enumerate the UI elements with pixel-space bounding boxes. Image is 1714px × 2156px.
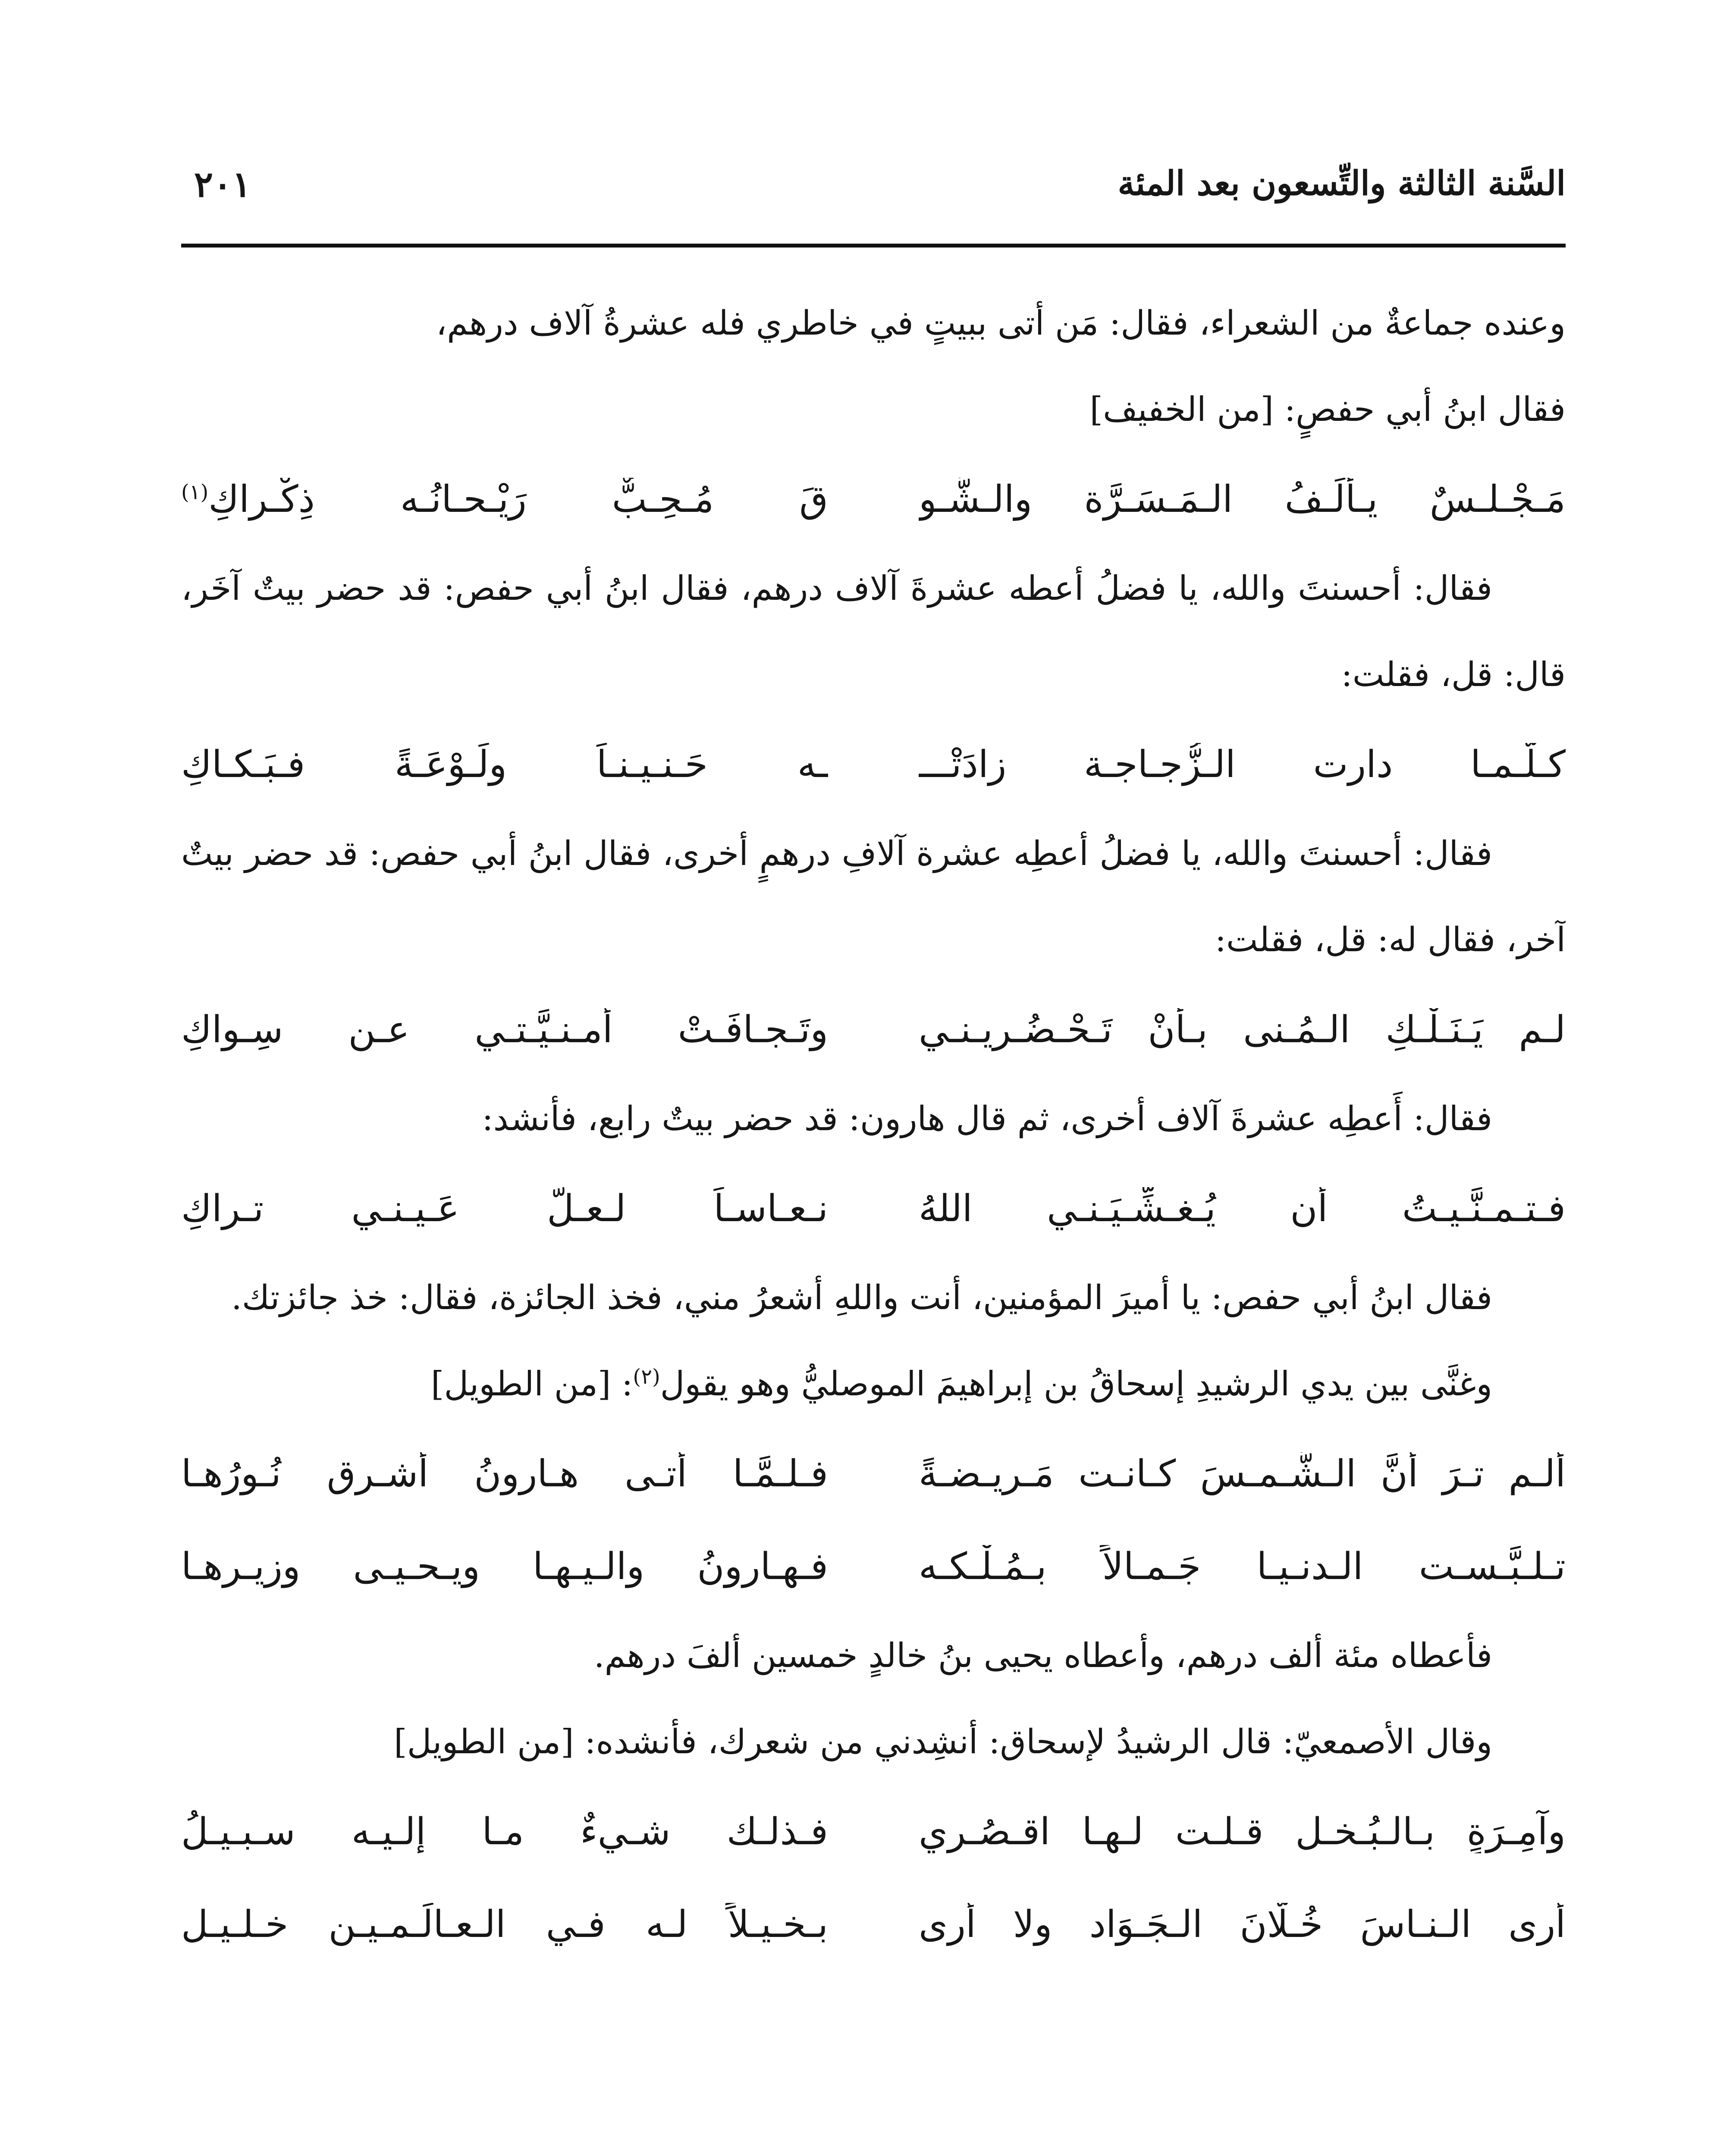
- page-number: ٢٠١: [194, 164, 251, 205]
- verse-line: [181, 453, 1566, 545]
- verse-line: [181, 1162, 1566, 1255]
- paragraph: فأعطاه مئة ألف درهم، وأعطاه يحيى بنُ خالدٍ خمسين ألفَ درهم.: [593, 1636, 1492, 1675]
- verse-second-hemistich: بـخـيـلاً لـه فـي الـعـالَـمـيـن خـلـيـل: [181, 1902, 828, 1946]
- verse-first-hemistich: مَـجْـلـسٌ يـأْلَـفُ الـمَـسَـرَّة والـشَّـو: [919, 477, 1566, 521]
- verse-second-hemistich: فـهـارونُ والـيـهـا ويـحـيـى وزيـرهـا: [181, 1545, 828, 1588]
- paragraph: وقال الأصمعيّ: قال الرشيدُ لإسحاق: أنشِدني من شعرك، فأنشده: [من الطويل]: [394, 1723, 1492, 1761]
- verse-line: [181, 1427, 1566, 1520]
- footnote-marker: (٢): [633, 1365, 660, 1389]
- paragraph: فقال ابنُ أبي حفص: يا أميرَ المؤمنين، أنت واللهِ أشعرُ مني، فخذ الجائزة، فقال: خذ جائزتك.: [231, 1279, 1492, 1317]
- verse-second-hemistich: فـلـمَّـا أتـى هـارونُ أشـرق نُـورُهـا: [181, 1452, 828, 1495]
- paragraph: فقال: أَعطِه عشرةَ آلاف أخرى، ثم قال هارون: قد حضر بيتٌ رابع، فأنشد:: [482, 1100, 1492, 1138]
- verse-first-hemistich: ألـم تـرَ أنَّ الـشَّـمـسَ كـانـت مَـريـضـةً: [919, 1452, 1566, 1495]
- verse-second-hemistich: وتَـجـافَـتْ أُمـنـيَّـتـي عـن سِـواكِ: [181, 1008, 828, 1051]
- page-header: [181, 155, 1566, 220]
- verse-line: [181, 1785, 1566, 1878]
- verse-first-hemistich: فـتـمـنَّـيـتُ أن يُـغـشِّـيَـنـي اللهُ: [919, 1187, 1566, 1230]
- verse-first-hemistich: وآمِـرَةٍ بـالـبُـخـل قـلـت لـهـا اقـصُـري: [919, 1810, 1566, 1853]
- paragraph: وعنده جماعةٌ من الشعراء، فقال: مَن أتى ببيتٍ في خاطري فله عشرةُ آلاف درهم،: [436, 304, 1566, 343]
- verse-second-hemistich: ـه حَـنـيـنـاً ولَـوْعَـةً فـبَـكـاكِ: [181, 743, 828, 786]
- verse-second-hemistich: [181, 478, 828, 521]
- verse-second-hemistich: فـذلـك شـيءٌ مـا إلـيـه سـبـيـلُ: [181, 1810, 828, 1853]
- verse-line: [181, 983, 1566, 1076]
- verse-second-hemistich: نـعـاسـاً لـعـلَّ عَـيـنـي تـراكِ: [181, 1187, 828, 1230]
- running-title: السَّنة الثالثة والتِّسعون بعد المئة: [1118, 164, 1566, 203]
- paragraph: فقال: أحسنتَ والله، يا فضلُ أعطه عشرةَ آلاف درهم، فقال ابنُ أبي حفص: قد حضر بيتٌ آخَر، قال: قل، فقلت:: [181, 569, 1566, 694]
- paragraph: فقال: أحسنتَ والله، يا فضلُ أعطِه عشرة آلافِ درهمٍ أخرى، فقال ابنُ أبي حفص: قد حضر بيتٌ آخر، فقال له: قل، فقلت:: [181, 834, 1566, 959]
- verse-line: [181, 1878, 1566, 1971]
- paragraph: فقال ابنُ أبي حفصٍ: [من الخفيف]: [1089, 390, 1566, 429]
- verse-first-hemistich: لـم يَـنَـلْـكِ الـمُـنى بـأنْ تَـحْـضُـريـنـي: [919, 1008, 1566, 1051]
- main-text: [181, 280, 1566, 2113]
- meter-label: : [من الطويل]: [431, 1365, 633, 1404]
- verse-line: [181, 1520, 1566, 1613]
- verse-line: [181, 718, 1566, 811]
- verse-first-hemistich: كـلَّـمـا دارت الـزُّجـاجـة زادَتْـــ: [919, 743, 1566, 786]
- paragraph: [181, 1341, 1566, 1427]
- footnote-marker: (١): [181, 479, 209, 504]
- paragraph-text: وغنَّى بين يدي الرشيدِ إسحاقُ بن إبراهيمَ الموصليُّ وهو يقول: [660, 1365, 1492, 1404]
- header-rule: [181, 244, 1566, 248]
- verse-first-hemistich: أرى الـنـاسَ خُـلَّانَ الـجَـوَاد ولا أرى: [919, 1902, 1566, 1946]
- verse-first-hemistich: تـلـبَّـسـت الـدنـيـا جَـمـالاً بـمُـلْـكـه: [919, 1545, 1566, 1588]
- verse-text: قَ مُـحِـبٌّ رَيْـحـانُـه ذِكْـراكِ: [208, 477, 828, 521]
